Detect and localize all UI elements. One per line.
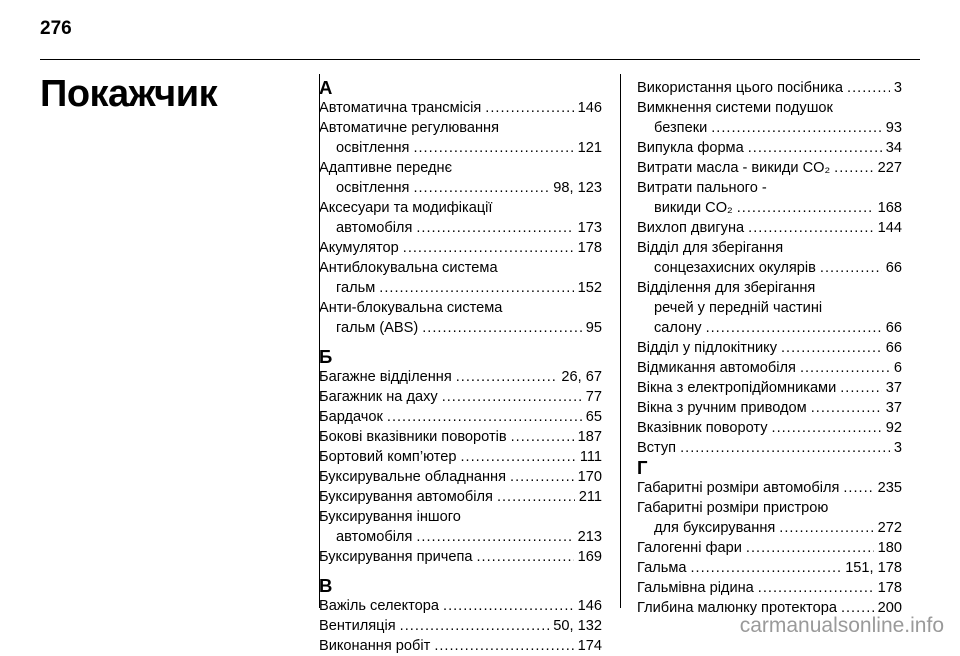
index-term: Аксесуари та модифікації (319, 200, 493, 216)
index-entry-line (319, 98, 602, 118)
page-reference[interactable]: 200 (877, 600, 902, 616)
column-divider-right (620, 74, 621, 608)
page-reference[interactable]: 170 (577, 469, 602, 485)
index-entry (319, 547, 602, 567)
page-reference[interactable]: 151, 178 (845, 560, 902, 576)
index-term: Буксирування причепа (319, 549, 473, 565)
dot-leader (497, 487, 575, 507)
index-entry-line (637, 338, 902, 358)
page-reference[interactable]: 146 (577, 598, 602, 614)
index-entry (637, 378, 902, 398)
page-reference[interactable]: 121 (577, 140, 602, 156)
page-reference[interactable]: 187 (577, 429, 602, 445)
index-entry-line (637, 198, 902, 218)
page-reference[interactable]: 174 (577, 638, 602, 654)
page-reference[interactable]: 92 (885, 420, 902, 436)
index-entry (637, 98, 902, 138)
index-term: салону (654, 320, 702, 336)
index-entry-line (319, 547, 602, 567)
index-entry-line (637, 538, 902, 558)
page-reference[interactable]: 65 (585, 409, 602, 425)
index-term: Вікна з електропідйомниками (637, 380, 837, 396)
index-entry (319, 447, 602, 467)
index-term: гальм (ABS) (336, 320, 419, 336)
index-entry-line (637, 178, 902, 198)
index-term: для буксирування (654, 520, 776, 536)
page-reference[interactable]: 227 (877, 160, 902, 176)
dot-leader (847, 78, 890, 98)
index-term: Бардачок (319, 409, 383, 425)
index-term: безпеки (654, 120, 708, 136)
page-reference[interactable]: 34 (885, 140, 902, 156)
page-reference[interactable]: 168 (877, 200, 902, 216)
dot-leader (511, 427, 574, 447)
dot-leader (748, 138, 882, 158)
index-term: Вентиляція (319, 618, 396, 634)
index-entry-line (637, 238, 902, 258)
dot-leader (706, 318, 882, 338)
dot-leader (800, 358, 890, 378)
page-reference[interactable]: 3 (893, 440, 902, 456)
dot-leader (416, 218, 573, 238)
index-term: Анти-блокувальна система (319, 300, 503, 316)
index-entry-line (637, 578, 902, 598)
page-reference[interactable]: 146 (577, 100, 602, 116)
index-entry (319, 98, 602, 118)
index-entry (637, 498, 902, 538)
dot-leader (422, 318, 582, 338)
page-number: 276 (40, 18, 72, 39)
index-entry-line (637, 558, 902, 578)
page-reference[interactable]: 98, 123 (553, 180, 602, 196)
index-entry (319, 616, 602, 636)
index-entry-line (637, 318, 902, 338)
index-term: Відмикання автомобіля (637, 360, 796, 376)
header-divider (40, 59, 920, 60)
index-entry-line (637, 438, 902, 458)
index-term: Вікна з ручним приводом (637, 400, 807, 416)
index-entry (319, 198, 602, 238)
index-entry (319, 427, 602, 447)
dot-leader (746, 538, 874, 558)
index-entry-line (319, 407, 602, 427)
index-entry-line (319, 447, 602, 467)
index-term: освітлення (336, 140, 410, 156)
index-entry-line (637, 498, 902, 518)
index-entry (637, 278, 902, 338)
dot-leader (413, 178, 549, 198)
index-entry-line (637, 378, 902, 398)
dot-leader (711, 118, 882, 138)
page-reference[interactable]: 178 (577, 240, 602, 256)
index-entry (319, 636, 602, 656)
index-entry (637, 358, 902, 378)
watermark: carmanualsonline.info (739, 614, 944, 637)
index-entry (319, 596, 602, 616)
page-reference[interactable]: 6 (893, 360, 902, 376)
index-term: Акумулятор (319, 240, 399, 256)
index-entry-line (319, 467, 602, 487)
page-reference[interactable]: 111 (579, 449, 602, 465)
dot-leader (443, 596, 574, 616)
page-reference[interactable]: 144 (877, 220, 902, 236)
index-entry (319, 507, 602, 547)
dot-leader (779, 518, 873, 538)
index-entry-line (319, 198, 602, 218)
index-entry-line (637, 218, 902, 238)
index-entry (637, 218, 902, 238)
dot-leader (413, 138, 573, 158)
page-reference[interactable]: 50, 132 (553, 618, 602, 634)
dot-leader (690, 558, 841, 578)
index-term: Випукла форма (637, 140, 744, 156)
index-entry (637, 538, 902, 558)
index-term: Габаритні розміри автомобіля (637, 480, 840, 496)
index-term: Гальма (637, 560, 687, 576)
dot-leader (442, 387, 582, 407)
index-column-1 (319, 78, 602, 656)
index-entry-line (319, 118, 602, 138)
dot-leader (460, 447, 575, 467)
dot-leader (456, 367, 558, 387)
index-term: Автоматична трансмісія (319, 100, 482, 116)
index-entry (319, 118, 602, 158)
index-entry (319, 258, 602, 298)
index-term: Відділення для зберігання (637, 280, 816, 296)
index-entry-line (319, 636, 602, 656)
index-entry (637, 78, 902, 98)
index-term: сонцезахисних окулярів (654, 260, 816, 276)
index-entry (637, 158, 902, 178)
index-entry (319, 467, 602, 487)
page-reference[interactable]: 169 (577, 549, 602, 565)
index-entry-line (319, 527, 602, 547)
index-term: Адаптивне переднє (319, 160, 453, 176)
dot-leader (416, 527, 573, 547)
index-entry-line (637, 258, 902, 278)
page-reference[interactable]: 37 (885, 400, 902, 416)
dot-leader (387, 407, 582, 427)
dot-leader (811, 398, 882, 418)
index-term: Габаритні розміри пристрою (637, 500, 829, 516)
index-entry (637, 418, 902, 438)
page-reference[interactable]: 93 (885, 120, 902, 136)
page-title: Покажчик (40, 73, 218, 115)
index-column-2 (637, 78, 902, 618)
index-term: Автоматичне регулювання (319, 120, 500, 136)
index-entry-line (637, 418, 902, 438)
index-letter-heading: Г (637, 457, 648, 478)
index-entry-line (637, 98, 902, 118)
index-entry-line (319, 278, 602, 298)
index-entry-line (637, 78, 902, 98)
dot-leader (485, 98, 573, 118)
index-entry (319, 238, 602, 258)
page-reference[interactable]: 77 (585, 389, 602, 405)
dot-leader (510, 467, 574, 487)
index-entry-line (319, 218, 602, 238)
index-term: Важіль селектора (319, 598, 440, 614)
index-entry (637, 578, 902, 598)
dot-leader (379, 278, 573, 298)
index-entry-line (319, 387, 602, 407)
index-entry-line (637, 118, 902, 138)
index-entry-line (637, 278, 902, 298)
index-term: Бортовий комп’ютер (319, 449, 457, 465)
dot-leader (680, 438, 890, 458)
index-term: Вказівник повороту (637, 420, 768, 436)
page-reference[interactable]: 66 (885, 320, 902, 336)
page-reference[interactable]: 211 (578, 489, 602, 505)
dot-leader (772, 418, 882, 438)
index-term: Багажник на даху (319, 389, 438, 405)
index-entry (319, 367, 602, 387)
page-reference[interactable]: 152 (577, 280, 602, 296)
index-term: Відділ для зберігання (637, 240, 784, 256)
index-entry (637, 178, 902, 218)
page-reference[interactable]: 3 (893, 80, 902, 96)
dot-leader (403, 238, 574, 258)
index-entry-line (637, 298, 902, 318)
page-reference[interactable]: 37 (885, 380, 902, 396)
page-reference[interactable]: 66 (885, 340, 902, 356)
index-entry-line (319, 596, 602, 616)
index-entry-line (319, 507, 602, 527)
index-entry-line (319, 367, 602, 387)
index-entry-line (637, 158, 902, 178)
index-term: освітлення (336, 180, 410, 196)
dot-leader (748, 218, 873, 238)
index-entry-line (319, 238, 602, 258)
index-entry-line (637, 518, 902, 538)
index-entry (319, 487, 602, 507)
index-entry (637, 438, 902, 458)
index-entry (637, 398, 902, 418)
index-term: Галогенні фари (637, 540, 742, 556)
dot-leader (737, 198, 874, 218)
dot-leader (477, 547, 574, 567)
index-term: Відділ у підлокітнику (637, 340, 777, 356)
index-term: Глибина малюнку протектора (637, 600, 837, 616)
index-entry (319, 387, 602, 407)
index-entry-line (637, 138, 902, 158)
index-entry (637, 138, 902, 158)
page-reference[interactable]: 180 (877, 540, 902, 556)
index-term: автомобіля (336, 529, 413, 545)
index-term: Багажне відділення (319, 369, 452, 385)
index-entry-line (319, 258, 602, 278)
index-term: Виконання робіт (319, 638, 431, 654)
index-entry-line (319, 487, 602, 507)
index-term: Буксирування автомобіля (319, 489, 493, 505)
dot-leader (820, 258, 882, 278)
index-term: Буксирувальне обладнання (319, 469, 507, 485)
index-term: викиди CO₂ (654, 200, 733, 216)
page-reference[interactable]: 66 (885, 260, 902, 276)
index-entry (637, 338, 902, 358)
index-term: Витрати масла - викиди CO₂ (637, 160, 831, 176)
index-entry (637, 478, 902, 498)
index-term: Вступ (637, 440, 677, 456)
index-entry (637, 558, 902, 578)
page-reference[interactable]: 26, 67 (561, 369, 602, 385)
dot-leader (840, 378, 882, 398)
dot-leader (781, 338, 882, 358)
page-reference[interactable]: 213 (577, 529, 602, 545)
index-entry-line (319, 616, 602, 636)
page-reference[interactable]: 235 (877, 480, 902, 496)
index-entry-line (319, 178, 602, 198)
index-entry (319, 158, 602, 198)
index-entry-line (319, 138, 602, 158)
page-reference[interactable]: 173 (577, 220, 602, 236)
index-entry-line (637, 478, 902, 498)
index-entry-line (637, 358, 902, 378)
index-term: гальм (336, 280, 376, 296)
index-entry (319, 298, 602, 338)
index-entry-line (319, 427, 602, 447)
dot-leader (758, 578, 874, 598)
index-term: Бокові вказівники поворотів (319, 429, 507, 445)
index-term: речей у передній частині (654, 300, 823, 316)
dot-leader (434, 636, 573, 656)
page-reference[interactable]: 272 (877, 520, 902, 536)
page-reference[interactable]: 95 (585, 320, 602, 336)
index-term: Використання цього посібника (637, 80, 844, 96)
page-reference[interactable]: 178 (877, 580, 902, 596)
index-term: Вимкнення системи подушок (637, 100, 833, 116)
index-letter-heading: А (319, 77, 333, 98)
index-term: Витрати пального - (637, 180, 767, 196)
index-entry-line (637, 398, 902, 418)
index-term: Антиблокувальна система (319, 260, 498, 276)
dot-leader (843, 478, 873, 498)
index-entry-line (319, 158, 602, 178)
index-entry-line (319, 318, 602, 338)
index-term: Вихлоп двигуна (637, 220, 745, 236)
index-entry (637, 238, 902, 278)
index-entry-line (319, 298, 602, 318)
index-letter-heading: Б (319, 346, 333, 367)
index-entry (319, 407, 602, 427)
dot-leader (400, 616, 550, 636)
index-letter-heading: В (319, 575, 333, 596)
index-term: автомобіля (336, 220, 413, 236)
index-term: Гальмівна рідина (637, 580, 754, 596)
index-term: Буксирування іншого (319, 509, 461, 525)
dot-leader (834, 158, 874, 178)
